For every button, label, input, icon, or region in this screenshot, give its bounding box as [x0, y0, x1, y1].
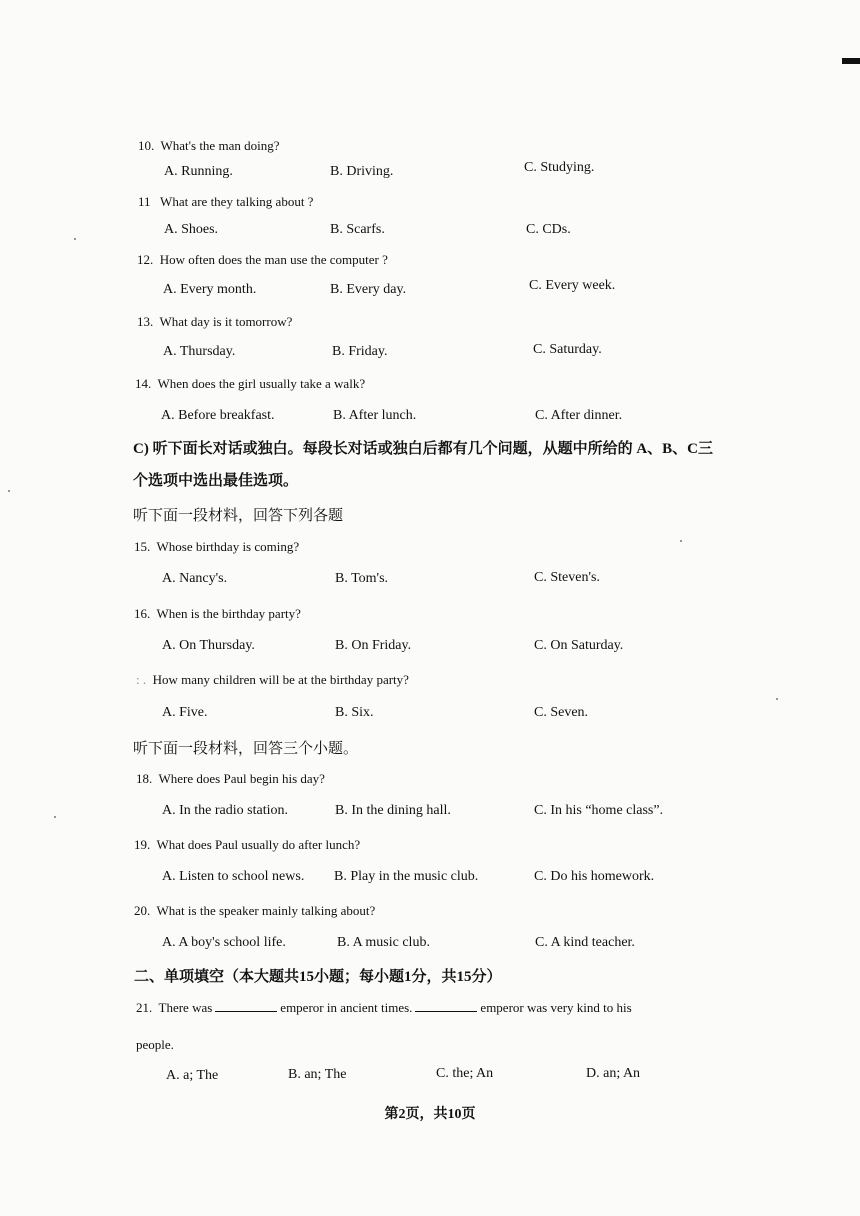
- question-number: 19.: [134, 837, 151, 852]
- option-c: C. After dinner.: [535, 408, 623, 423]
- question-number: 16.: [134, 606, 151, 621]
- question-number: 21.: [136, 1000, 153, 1015]
- option-c: C. CDs.: [526, 222, 571, 237]
- question-11: [138, 194, 313, 210]
- scan-speck: [776, 698, 778, 700]
- question-17: [136, 672, 409, 688]
- scan-mark: [842, 58, 860, 64]
- question-13: [137, 314, 292, 330]
- scan-speck: [8, 490, 10, 492]
- answer-blank: [215, 1001, 277, 1012]
- option-b: B. Driving.: [330, 164, 394, 179]
- option-c: C. the; An: [436, 1066, 494, 1081]
- question-text: What day is it tomorrow?: [159, 314, 293, 329]
- question-15: [134, 539, 299, 555]
- option-a: A. Nancy's.: [162, 571, 228, 586]
- option-a: A. Before breakfast.: [161, 408, 275, 423]
- question-text: Where does Paul begin his day?: [158, 771, 325, 786]
- option-b: B. Friday.: [332, 344, 388, 359]
- option-a: A. Five.: [162, 705, 208, 720]
- question-text: What is the speaker mainly talking about?: [156, 903, 376, 918]
- question-10: [138, 138, 279, 154]
- question-text: emperor in ancient times.: [280, 1000, 413, 1015]
- question-12: [137, 252, 388, 268]
- page-footer: 第2页，共10页: [384, 1107, 476, 1122]
- question-text: What's the man doing?: [160, 138, 280, 153]
- option-b: B. Tom's.: [335, 571, 389, 586]
- option-c: C. Steven's.: [534, 570, 600, 585]
- option-c: C. Saturday.: [533, 342, 602, 357]
- question-text: When is the birthday party?: [156, 606, 301, 621]
- question-14: [135, 376, 365, 392]
- question-number: 11: [138, 194, 151, 209]
- question-20: [134, 903, 375, 919]
- option-b: B. A music club.: [337, 935, 430, 950]
- question-21: [136, 1000, 632, 1016]
- question-text: When does the girl usually take a walk?: [157, 376, 366, 391]
- option-d: D. an; An: [586, 1066, 641, 1081]
- question-21-cont: people.: [136, 1037, 174, 1052]
- option-a: A. Thursday.: [163, 344, 236, 359]
- option-b: B. Play in the music club.: [334, 869, 479, 884]
- question-text: How often does the man use the computer ?: [159, 252, 388, 267]
- question-number: 15.: [134, 539, 151, 554]
- question-number-smudge: : .: [136, 672, 147, 687]
- instruction-1: 听下面一段材料，回答下列各题: [133, 508, 344, 524]
- question-text: What are they talking about ?: [160, 194, 314, 209]
- option-a: A. Shoes.: [164, 222, 219, 237]
- question-16: [134, 606, 301, 622]
- question-number: 13.: [137, 314, 154, 329]
- option-c: C. On Saturday.: [534, 638, 624, 653]
- question-number: 12.: [137, 252, 154, 267]
- question-number: 18.: [136, 771, 153, 786]
- option-c: C. A kind teacher.: [535, 935, 635, 950]
- question-number: 10.: [138, 138, 155, 153]
- option-a: A. Running.: [164, 164, 233, 179]
- question-text: There was: [158, 1000, 213, 1015]
- option-a: A. In the radio station.: [162, 803, 288, 818]
- option-c: C. Seven.: [534, 705, 589, 720]
- option-c: C. In his “home class”.: [534, 803, 664, 818]
- section-c-heading: C) 听下面长对话或独白。每段长对话或独白后都有几个问题，从题中所给的 A、B、C三: [133, 441, 714, 457]
- question-number: 20.: [134, 903, 151, 918]
- option-c: C. Every week.: [529, 278, 616, 293]
- option-a: A. On Thursday.: [162, 638, 255, 653]
- question-text: How many children will be at the birthday party?: [152, 672, 409, 687]
- question-18: [136, 771, 325, 787]
- option-b: B. an; The: [288, 1067, 347, 1082]
- option-b: B. Scarfs.: [330, 222, 385, 237]
- option-a: A. Listen to school news.: [162, 869, 305, 884]
- option-a: A. a; The: [166, 1068, 219, 1083]
- part-2-heading: 二、单项填空（本大题共15小题；每小题1分，共15分）: [134, 969, 502, 985]
- question-text: emperor was very kind to his: [480, 1000, 632, 1015]
- option-c: C. Do his homework.: [534, 869, 655, 884]
- instruction-2: 听下面一段材料，回答三个小题。: [133, 741, 359, 757]
- scan-speck: [74, 238, 76, 240]
- question-number: 14.: [135, 376, 152, 391]
- option-a: A. A boy's school life.: [162, 935, 286, 950]
- answer-blank: [415, 1001, 477, 1012]
- option-b: B. After lunch.: [333, 408, 417, 423]
- question-19: [134, 837, 360, 853]
- question-text: Whose birthday is coming?: [156, 539, 300, 554]
- section-c-heading-cont: 个选项中选出最佳选项。: [133, 473, 299, 489]
- scan-speck: [680, 540, 682, 542]
- option-b: B. In the dining hall.: [335, 803, 451, 818]
- question-text: What does Paul usually do after lunch?: [156, 837, 361, 852]
- option-c: C. Studying.: [524, 160, 595, 175]
- option-b: B. On Friday.: [335, 638, 412, 653]
- option-b: B. Every day.: [330, 282, 407, 297]
- scan-speck: [54, 816, 56, 818]
- option-b: B. Six.: [335, 705, 374, 720]
- option-a: A. Every month.: [163, 282, 257, 297]
